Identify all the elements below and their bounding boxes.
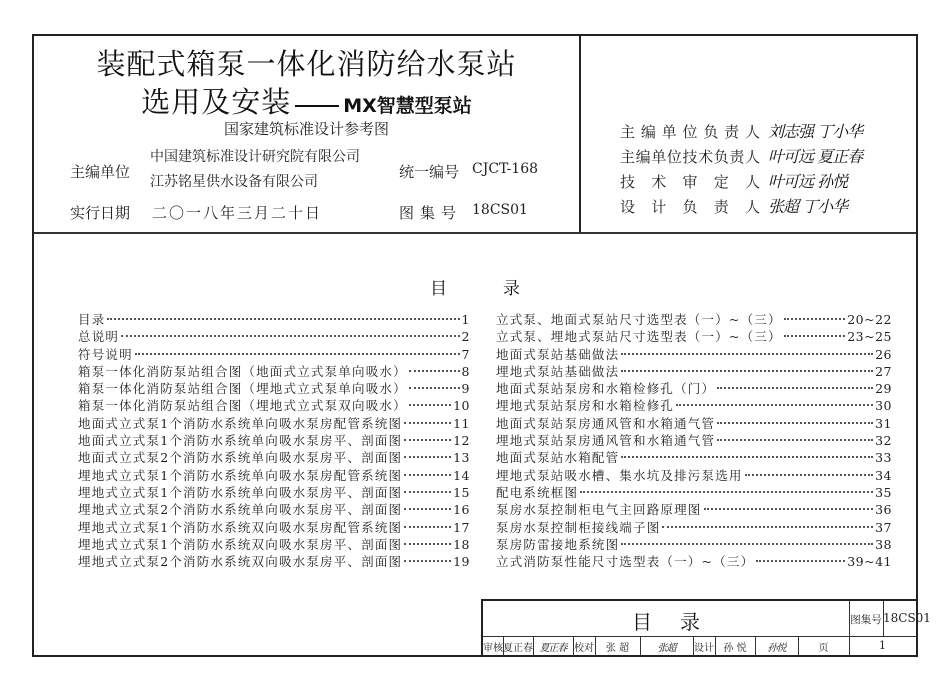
toc-item-page: 31	[875, 415, 892, 431]
title-char: 录	[680, 610, 700, 634]
leader-dots	[621, 543, 873, 545]
toc-item-title: 地面式立式泵1个消防水系统单向吸水泵房平、剖面图	[78, 433, 403, 449]
leader-dots	[121, 335, 459, 337]
toc-item-title: 泵房水泵控制柜电气主回路原理图	[496, 502, 702, 518]
toc-heading-char: 录	[503, 279, 520, 299]
toc-item-page: 9	[461, 381, 470, 397]
responsibility-row	[620, 194, 847, 217]
toc-item[interactable]	[496, 448, 892, 465]
title-sub: MX智慧型泵站	[343, 95, 472, 117]
leader-dots	[621, 353, 873, 355]
toc-item[interactable]	[78, 535, 470, 552]
toc-item-title: 埋地式立式泵2个消防水系统单向吸水泵房平、剖面图	[78, 502, 403, 518]
toc-item-page: 2	[461, 329, 470, 345]
toc-item-page: 16	[453, 502, 470, 518]
toc-item-page: 35	[875, 484, 892, 500]
toc-item-page: 29	[875, 381, 892, 397]
leader-dots	[717, 439, 873, 441]
toc-item-title: 地面式泵站泵房通风管和水箱通气管	[496, 415, 716, 431]
toc-left-column	[78, 310, 470, 569]
toc-item-title: 埋地式立式泵1个消防水系统单向吸水泵房配管系统图	[78, 467, 403, 483]
leader-dots	[409, 387, 460, 389]
unified-code: CJCT-168	[472, 161, 539, 177]
leader-dots	[704, 508, 874, 510]
responsibility-row	[620, 169, 847, 192]
toc-item[interactable]	[78, 362, 470, 379]
leader-dots	[107, 318, 459, 320]
leader-dots	[745, 474, 873, 476]
leader-dots	[404, 560, 451, 562]
leader-dots	[409, 370, 460, 372]
editor-unit-label: 主编单位	[70, 163, 131, 181]
unified-code-label: 统一编号	[399, 163, 460, 181]
toc-item[interactable]	[496, 327, 892, 344]
toc-item-page: 20~22	[847, 312, 892, 327]
title-block-title	[483, 606, 849, 635]
toc-item-title: 地面式立式泵1个消防水系统单向吸水泵房配管系统图	[78, 415, 403, 431]
leader-dots	[717, 422, 873, 424]
toc-item-page: 12	[453, 433, 470, 449]
signature: 叶可远 夏正春	[768, 147, 863, 166]
page-label: 页	[818, 643, 829, 654]
editor-unit-1: 中国建筑标准设计研究院有限公司	[150, 149, 360, 165]
toc-item[interactable]	[78, 431, 470, 448]
toc-item[interactable]	[496, 362, 892, 379]
toc-heading	[34, 274, 916, 299]
document-title: 装配式箱泵一体化消防给水泵站	[96, 47, 517, 81]
toc-item-page: 13	[453, 450, 470, 466]
toc-item-title: 埋地式立式泵1个消防水系统双向吸水泵房平、剖面图	[78, 536, 403, 552]
reviewer-signature: 夏正春	[539, 643, 567, 654]
leader-dots	[404, 491, 451, 493]
leader-dots	[404, 439, 451, 441]
toc-item-page: 39~41	[847, 554, 892, 570]
document-title-line2	[34, 80, 579, 121]
atlas-no-value: 18CS01	[883, 611, 931, 625]
toc-item-title: 埋地式立式泵1个消防水系统双向吸水泵房配管系统图	[78, 519, 403, 535]
toc-item[interactable]	[78, 310, 470, 327]
toc-item[interactable]	[78, 448, 470, 465]
role-label: 主编单位负责人	[620, 123, 760, 141]
toc-item-title: 埋地式泵站泵房通风管和水箱通气管	[496, 433, 716, 449]
toc-item-page: 10	[453, 398, 470, 414]
toc-item[interactable]	[496, 431, 892, 448]
role-label: 主编单位技术负责人	[620, 148, 760, 166]
leader-dots	[662, 526, 873, 528]
reviewer-name: 夏正春	[503, 643, 533, 654]
leader-dots	[404, 526, 451, 528]
leader-dots	[409, 404, 451, 406]
leader-dots	[404, 474, 451, 476]
toc-item[interactable]	[78, 483, 470, 500]
toc-item-title: 目录	[78, 312, 106, 327]
toc-item-title: 埋地式立式泵2个消防水系统双向吸水泵房平、剖面图	[78, 554, 403, 570]
toc-item-page: 11	[453, 415, 470, 431]
toc-item[interactable]	[496, 518, 892, 535]
leader-dots	[404, 422, 451, 424]
toc-item-title: 泵房水泵控制柜接线端子图	[496, 519, 661, 535]
toc-item[interactable]	[78, 327, 470, 344]
toc-item-title: 地面式泵站泵房和水箱检修孔（门）	[496, 381, 716, 397]
toc-item-page: 15	[453, 484, 470, 500]
toc-item-page: 26	[875, 346, 892, 362]
leader-dots	[404, 543, 451, 545]
checker-signature: 张超	[657, 643, 676, 654]
toc-item-title: 泵房防雷接地系统图	[496, 536, 620, 552]
signature: 刘志强 丁小华	[768, 122, 863, 141]
toc-item-title: 箱泵一体化消防泵站组合图（地面式立式泵单向吸水）	[78, 363, 407, 379]
toc-item[interactable]	[78, 466, 470, 483]
toc-item-title: 配电系统框图	[496, 484, 579, 500]
toc-item[interactable]	[78, 552, 470, 569]
toc-item-page: 14	[453, 467, 470, 483]
responsibility-row	[620, 119, 862, 142]
toc-item-page: 36	[875, 502, 892, 518]
responsibility-row	[620, 144, 862, 167]
atlas-no: 18CS01	[472, 202, 528, 218]
em-dash	[295, 105, 339, 107]
toc-item-page: 33	[875, 450, 892, 466]
toc-item[interactable]	[496, 414, 892, 431]
toc-item[interactable]	[496, 535, 892, 552]
toc-item[interactable]	[78, 518, 470, 535]
checker-name: 张 超	[605, 643, 630, 654]
effective-date: 二〇一八年三月二十日	[152, 204, 323, 222]
signature: 叶可远 孙悦	[768, 172, 848, 191]
toc-item[interactable]	[78, 414, 470, 431]
atlas-no-label: 图集号	[850, 614, 882, 626]
toc-item-page: 30	[875, 398, 892, 414]
toc-item[interactable]	[496, 396, 892, 413]
toc-item-title: 立式泵、地面式泵站尺寸选型表（一）~（三）	[496, 312, 782, 327]
title-main: 选用及安装	[141, 85, 292, 119]
toc-item-title: 地面式泵站水箱配管	[496, 450, 620, 466]
leader-dots	[135, 353, 460, 355]
toc-item-title: 立式消防泵性能尺寸选型表（一）~（三）	[496, 554, 755, 570]
leader-dots	[404, 508, 451, 510]
editor-unit-2: 江苏铭星供水设备有限公司	[150, 174, 318, 190]
leader-dots	[580, 491, 873, 493]
leader-dots	[717, 387, 873, 389]
toc-heading-char: 目	[430, 279, 447, 299]
toc-item-page: 38	[875, 536, 892, 552]
leader-dots	[621, 456, 873, 458]
toc-item[interactable]	[496, 310, 892, 327]
designer-signature: 孙悦	[767, 643, 786, 654]
toc-item-title: 埋地式泵站基础做法	[496, 363, 620, 379]
toc-item-title: 立式泵、埋地式泵站尺寸选型表（一）~（三）	[496, 329, 782, 345]
header-vertical-divider	[579, 36, 581, 232]
review-label: 审核	[483, 643, 503, 654]
toc-item-page: 34	[875, 467, 892, 483]
title-char: 目	[632, 610, 652, 634]
leader-dots	[621, 370, 873, 372]
document-subtitle: 国家建筑标准设计参考图	[223, 120, 389, 138]
toc-item[interactable]	[496, 552, 892, 569]
toc-item-page: 8	[461, 363, 470, 379]
toc-item-title: 地面式泵站基础做法	[496, 346, 620, 362]
toc-item[interactable]	[496, 379, 892, 396]
toc-item-title: 箱泵一体化消防泵站组合图（埋地式立式泵单向吸水）	[78, 381, 407, 397]
toc-item-title: 埋地式泵站吸水槽、集水坑及排污泵选用	[496, 467, 743, 483]
toc-item-title: 埋地式立式泵1个消防水系统单向吸水泵房平、剖面图	[78, 484, 403, 500]
check-label: 校对	[574, 643, 594, 654]
page-number: 1	[879, 639, 886, 652]
toc-item-title: 地面式立式泵2个消防水系统单向吸水泵房平、剖面图	[78, 450, 403, 466]
toc-item[interactable]	[496, 500, 892, 517]
toc-item[interactable]	[496, 483, 892, 500]
toc-item-page: 18	[453, 536, 470, 552]
toc-item[interactable]	[78, 345, 470, 362]
header-horizontal-divider	[34, 232, 916, 234]
toc-item[interactable]	[78, 379, 470, 396]
toc-item-page: 23~25	[847, 329, 892, 345]
toc-item[interactable]	[496, 466, 892, 483]
leader-dots	[784, 318, 846, 320]
leader-dots	[676, 404, 873, 406]
atlas-no	[883, 611, 931, 625]
toc-item[interactable]	[78, 500, 470, 517]
drawing-frame	[32, 34, 931, 657]
leader-dots	[756, 560, 845, 562]
toc-item[interactable]	[496, 345, 892, 362]
toc-item-title: 符号说明	[78, 346, 133, 362]
leader-dots	[784, 335, 846, 337]
toc-item-page: 19	[453, 554, 470, 570]
toc-item-page: 27	[875, 363, 892, 379]
toc-item-title: 箱泵一体化消防泵站组合图（埋地式立式泵双向吸水）	[78, 398, 407, 414]
design-label: 设计	[694, 643, 714, 654]
title-block	[481, 599, 931, 655]
toc-item-page: 7	[461, 346, 470, 362]
toc-item-page: 1	[461, 312, 470, 327]
toc-right-column	[496, 310, 892, 569]
toc-item-page: 37	[875, 519, 892, 535]
toc-item-title: 总说明	[78, 329, 120, 345]
toc-item[interactable]	[78, 396, 470, 413]
atlas-no-label: 图集号	[399, 204, 463, 222]
toc-item-title: 埋地式泵站泵房和水箱检修孔	[496, 398, 675, 414]
leader-dots	[404, 456, 451, 458]
toc-item-page: 17	[453, 519, 470, 535]
role-label: 设计负责人	[620, 198, 760, 216]
designer-name: 孙 悦	[723, 643, 747, 654]
effective-date-label: 实行日期	[70, 204, 131, 222]
signature: 张超 丁小华	[768, 197, 848, 216]
toc-item-page: 32	[875, 433, 892, 449]
role-label: 技术审定人	[620, 173, 760, 191]
